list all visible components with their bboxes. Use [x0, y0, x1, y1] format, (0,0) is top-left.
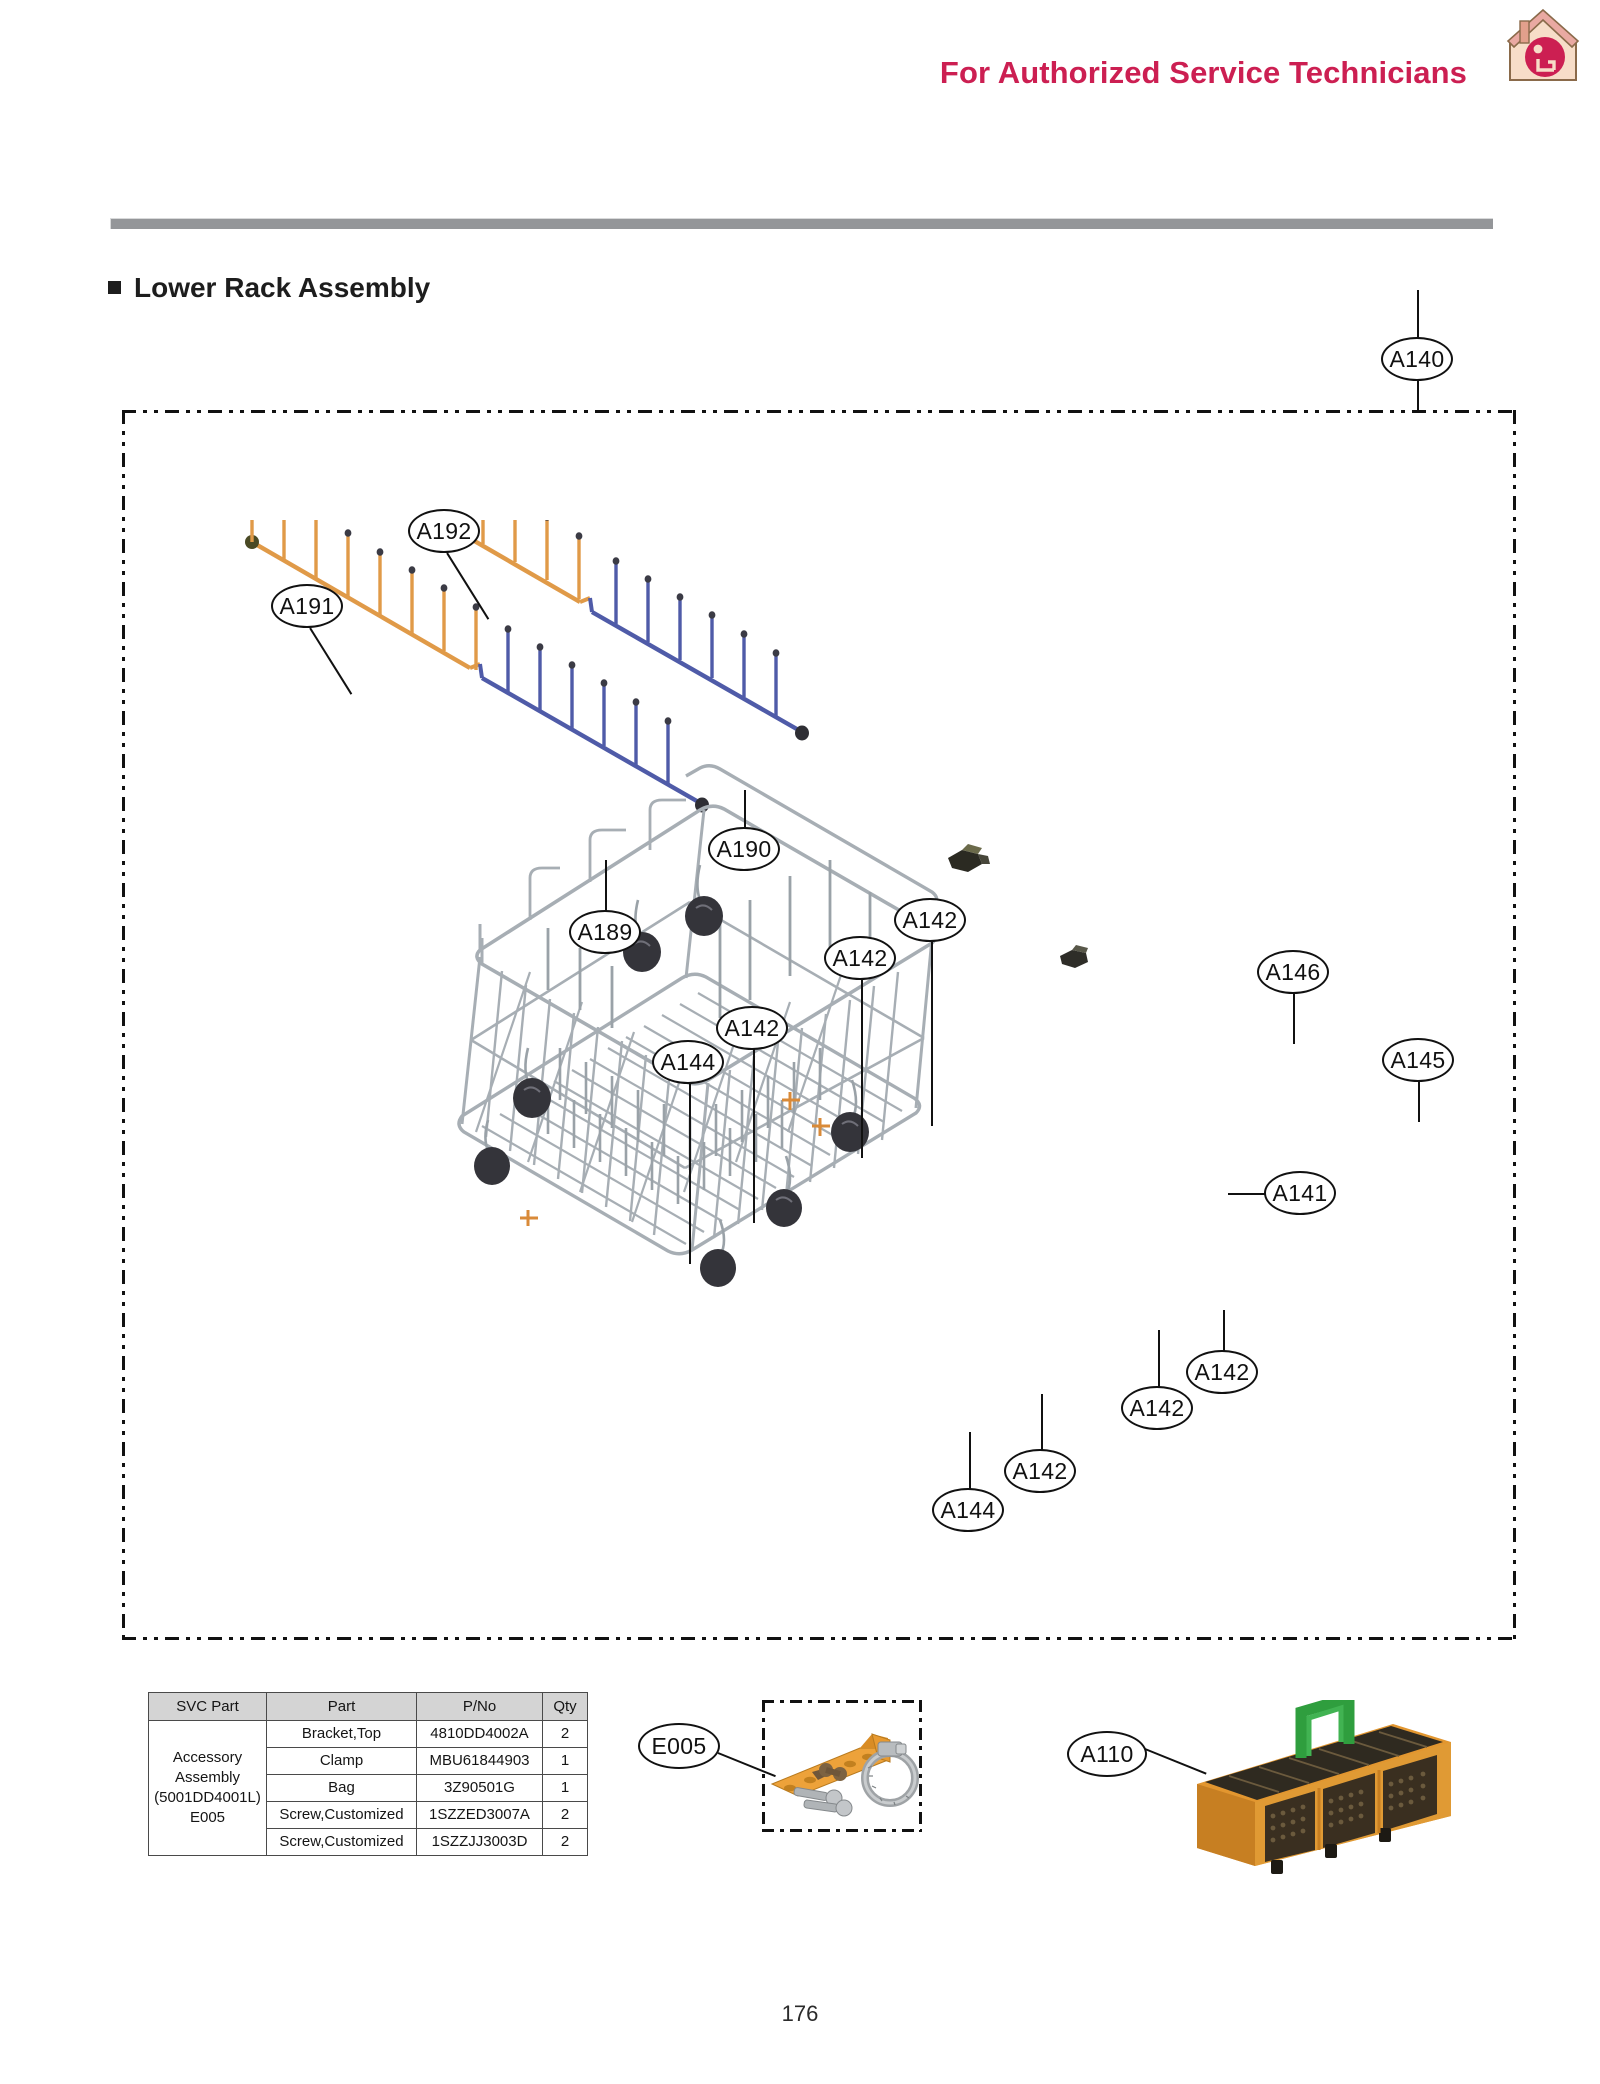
- section-heading: [108, 272, 430, 304]
- svc-part-line-1: Accessory: [172, 1749, 243, 1767]
- column-header-part: Part: [267, 1693, 417, 1721]
- leader-line-a142-3: [753, 1048, 755, 1223]
- callout-a142-1: A142: [894, 898, 966, 942]
- cell-quantity: 1: [543, 1775, 588, 1802]
- square-bullet-icon: [108, 281, 121, 294]
- cutlery-basket-icon: [1183, 1700, 1463, 1880]
- callout-a142-6: A142: [1004, 1449, 1076, 1493]
- callout-a191: A191: [271, 584, 343, 628]
- leader-line-a142-1: [931, 940, 933, 1126]
- callout-a189: A189: [569, 910, 641, 954]
- cell-part-name: Bag: [267, 1775, 417, 1802]
- callout-a110: A110: [1067, 1731, 1147, 1777]
- callout-a190: A190: [708, 827, 780, 871]
- callout-a140: A140: [1381, 337, 1453, 381]
- callout-a142-2: A142: [824, 936, 896, 980]
- cell-part-name: Bracket,Top: [267, 1721, 417, 1748]
- cell-part-name: Screw,Customized: [267, 1802, 417, 1829]
- section-title-label: Lower Rack Assembly: [134, 272, 431, 303]
- lg-house-logo-icon: [1505, 8, 1581, 86]
- page-title: For Authorized Service Technicians: [939, 55, 1467, 90]
- cell-quantity: 2: [543, 1721, 588, 1748]
- callout-a142-3: A142: [716, 1006, 788, 1050]
- leader-line-a146: [1293, 994, 1295, 1044]
- callout-a144-1: A144: [652, 1040, 724, 1084]
- cell-quantity: 1: [543, 1748, 588, 1775]
- callout-a142-4: A142: [1186, 1350, 1258, 1394]
- callout-a141: A141: [1264, 1171, 1336, 1215]
- cell-part-number: 1SZZED3007A: [417, 1802, 543, 1829]
- leader-line-a142-2: [861, 978, 863, 1158]
- lower-rack-exploded-illustration: [230, 520, 1500, 1600]
- table-row: [149, 1721, 588, 1748]
- column-header-pno: P/No: [417, 1693, 543, 1721]
- header-divider: [110, 218, 1493, 229]
- cell-part-number: 3Z90501G: [417, 1775, 543, 1802]
- svc-part-line-4: E005: [189, 1808, 226, 1826]
- callout-a145: A145: [1382, 1038, 1454, 1082]
- leader-line-a145: [1418, 1082, 1420, 1122]
- callout-a146: A146: [1257, 950, 1329, 994]
- svc-part-line-2: Assembly: [174, 1769, 241, 1787]
- callout-e005: E005: [638, 1723, 720, 1769]
- parts-table: [148, 1692, 588, 1856]
- callout-a192: A192: [408, 509, 480, 553]
- cell-part-number: 4810DD4002A: [417, 1721, 543, 1748]
- column-header-qty: Qty: [543, 1693, 588, 1721]
- leader-line-a144-1: [689, 1082, 691, 1264]
- cell-quantity: 2: [543, 1829, 588, 1856]
- cell-part-number: MBU61844903: [417, 1748, 543, 1775]
- column-header-svc-part: SVC Part: [149, 1693, 267, 1721]
- callout-a144-2: A144: [932, 1488, 1004, 1532]
- leader-line-a141: [1228, 1193, 1266, 1195]
- cell-quantity: 2: [543, 1802, 588, 1829]
- bracket-clamp-screws-icon: [768, 1712, 920, 1824]
- svc-part-line-3: (5001DD4001L): [154, 1789, 261, 1806]
- cell-part-name: Clamp: [267, 1748, 417, 1775]
- table-header-row: [149, 1693, 588, 1721]
- cell-part-name: Screw,Customized: [267, 1829, 417, 1856]
- page-number: 176: [781, 2001, 819, 2026]
- cell-part-number: 1SZZJJ3003D: [417, 1829, 543, 1856]
- cell-svc-part-group: [149, 1721, 267, 1856]
- callout-a142-5: A142: [1121, 1386, 1193, 1430]
